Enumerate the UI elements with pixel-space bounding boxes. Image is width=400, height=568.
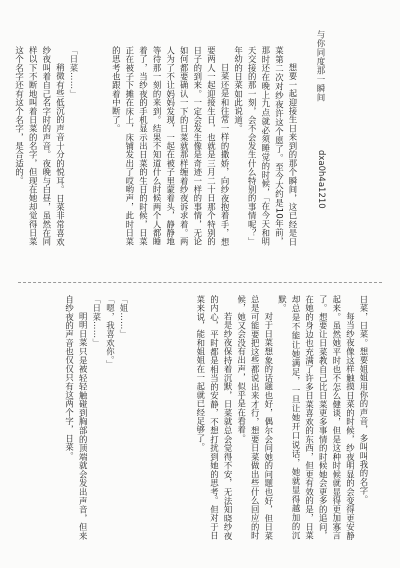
paragraph: 对于日菜想象的话题也好，偶尔会问她的问题也好，但日菜总是可能要把这些都说出来才行，想要日菜做出些什么回应的时候，她又会没有出声，似乎是在看着。 — [236, 295, 274, 540]
paragraph: 日菜还是和往常一样的撒娇，向纱夜抱着手，想要两人一起迎接生日，也就是三月二十日那个特别的日子的到来。一定会发生像是奇迹一样的事情，无论如何都要确认一下的日菜就那样缠着纱夜诉求着。两人为了不让妈妈发现，一起在被子里蒙着头，静静地等待那一刻的来到。结果不知道什么时候两个人都睡着了，当纱夜的手机显示出日菜的生日的时候，日菜正在被子下摊在床上，床铺发出了哎哟声，此时日菜的思考也跟着中断了。 — [111, 46, 231, 246]
paragraph: 每当纱夜像这样触摸日菜的时候，纱夜明显的会变得更安静起来。虽然她平时也不怎么健谈，但是这种时候就显得更加寡言了。想要让日菜教自己比日菜更多事情的时候她会更多的追问，在她的身边也充满了许多日菜喜欢的东西，但更有效的是，日菜却总是不能让她满足，一旦让她开口说话，她就显得越加的沉默。 — [277, 295, 356, 540]
paragraph: 明明日菜只是被轻轻触碰到胸部的顶端就会发出声音，但来自纱夜的声音也仅仅只有这两个字，日菜。 — [64, 295, 89, 540]
bottom-text-column-continued — [30, 295, 130, 540]
top-text-column — [84, 46, 299, 246]
section-divider — [18, 282, 382, 283]
top-text-column-continued — [14, 46, 80, 246]
paragraph: 若是纱夜保持着沉默，日菜就总会觉得不安，无法知晓纱夜的内心，平时都是相当的安静，不想打扰到她的思考。但对于日菜来说，能和姐姐在一起就已经足够了。 — [195, 295, 234, 540]
paragraph: 日菜，日菜。想要姐姐用你的声音，多叫叫我的名字。 — [359, 295, 369, 504]
paragraph: 稍微有些低沉的声音十分的悦耳。日菜非常喜欢纱夜叫着自己名字时的声音。夜晚与白昼，虽然在同样以下不断地叫着日菜的名字，但现在她却觉得日菜这个名字还有这个名字，是合适的。 — [14, 46, 66, 246]
dialog-line: 「嗯，我喜欢你。」 — [105, 295, 116, 370]
document-title: 与你同度那一瞬间 — [315, 30, 325, 102]
author-name: dxa0h4a1210 — [316, 150, 326, 209]
dialog-line: 「姐……」 — [119, 295, 129, 339]
bottom-text-column — [136, 295, 370, 540]
paragraph: 想要一起迎接生日来到的那个瞬间，这已经是日菜第二次对纱夜许这个愿了。至今大约是10年前，那时还在晚上九点就必须睡觉的时候，「在今天和明天交接的那一刻，会不会发生什么特别的事情呢？」年幼的日菜如此说道。 — [233, 46, 298, 246]
dialog-line: 「日菜……」 — [69, 46, 79, 99]
dialog-line: 「日菜……」 — [91, 295, 102, 348]
